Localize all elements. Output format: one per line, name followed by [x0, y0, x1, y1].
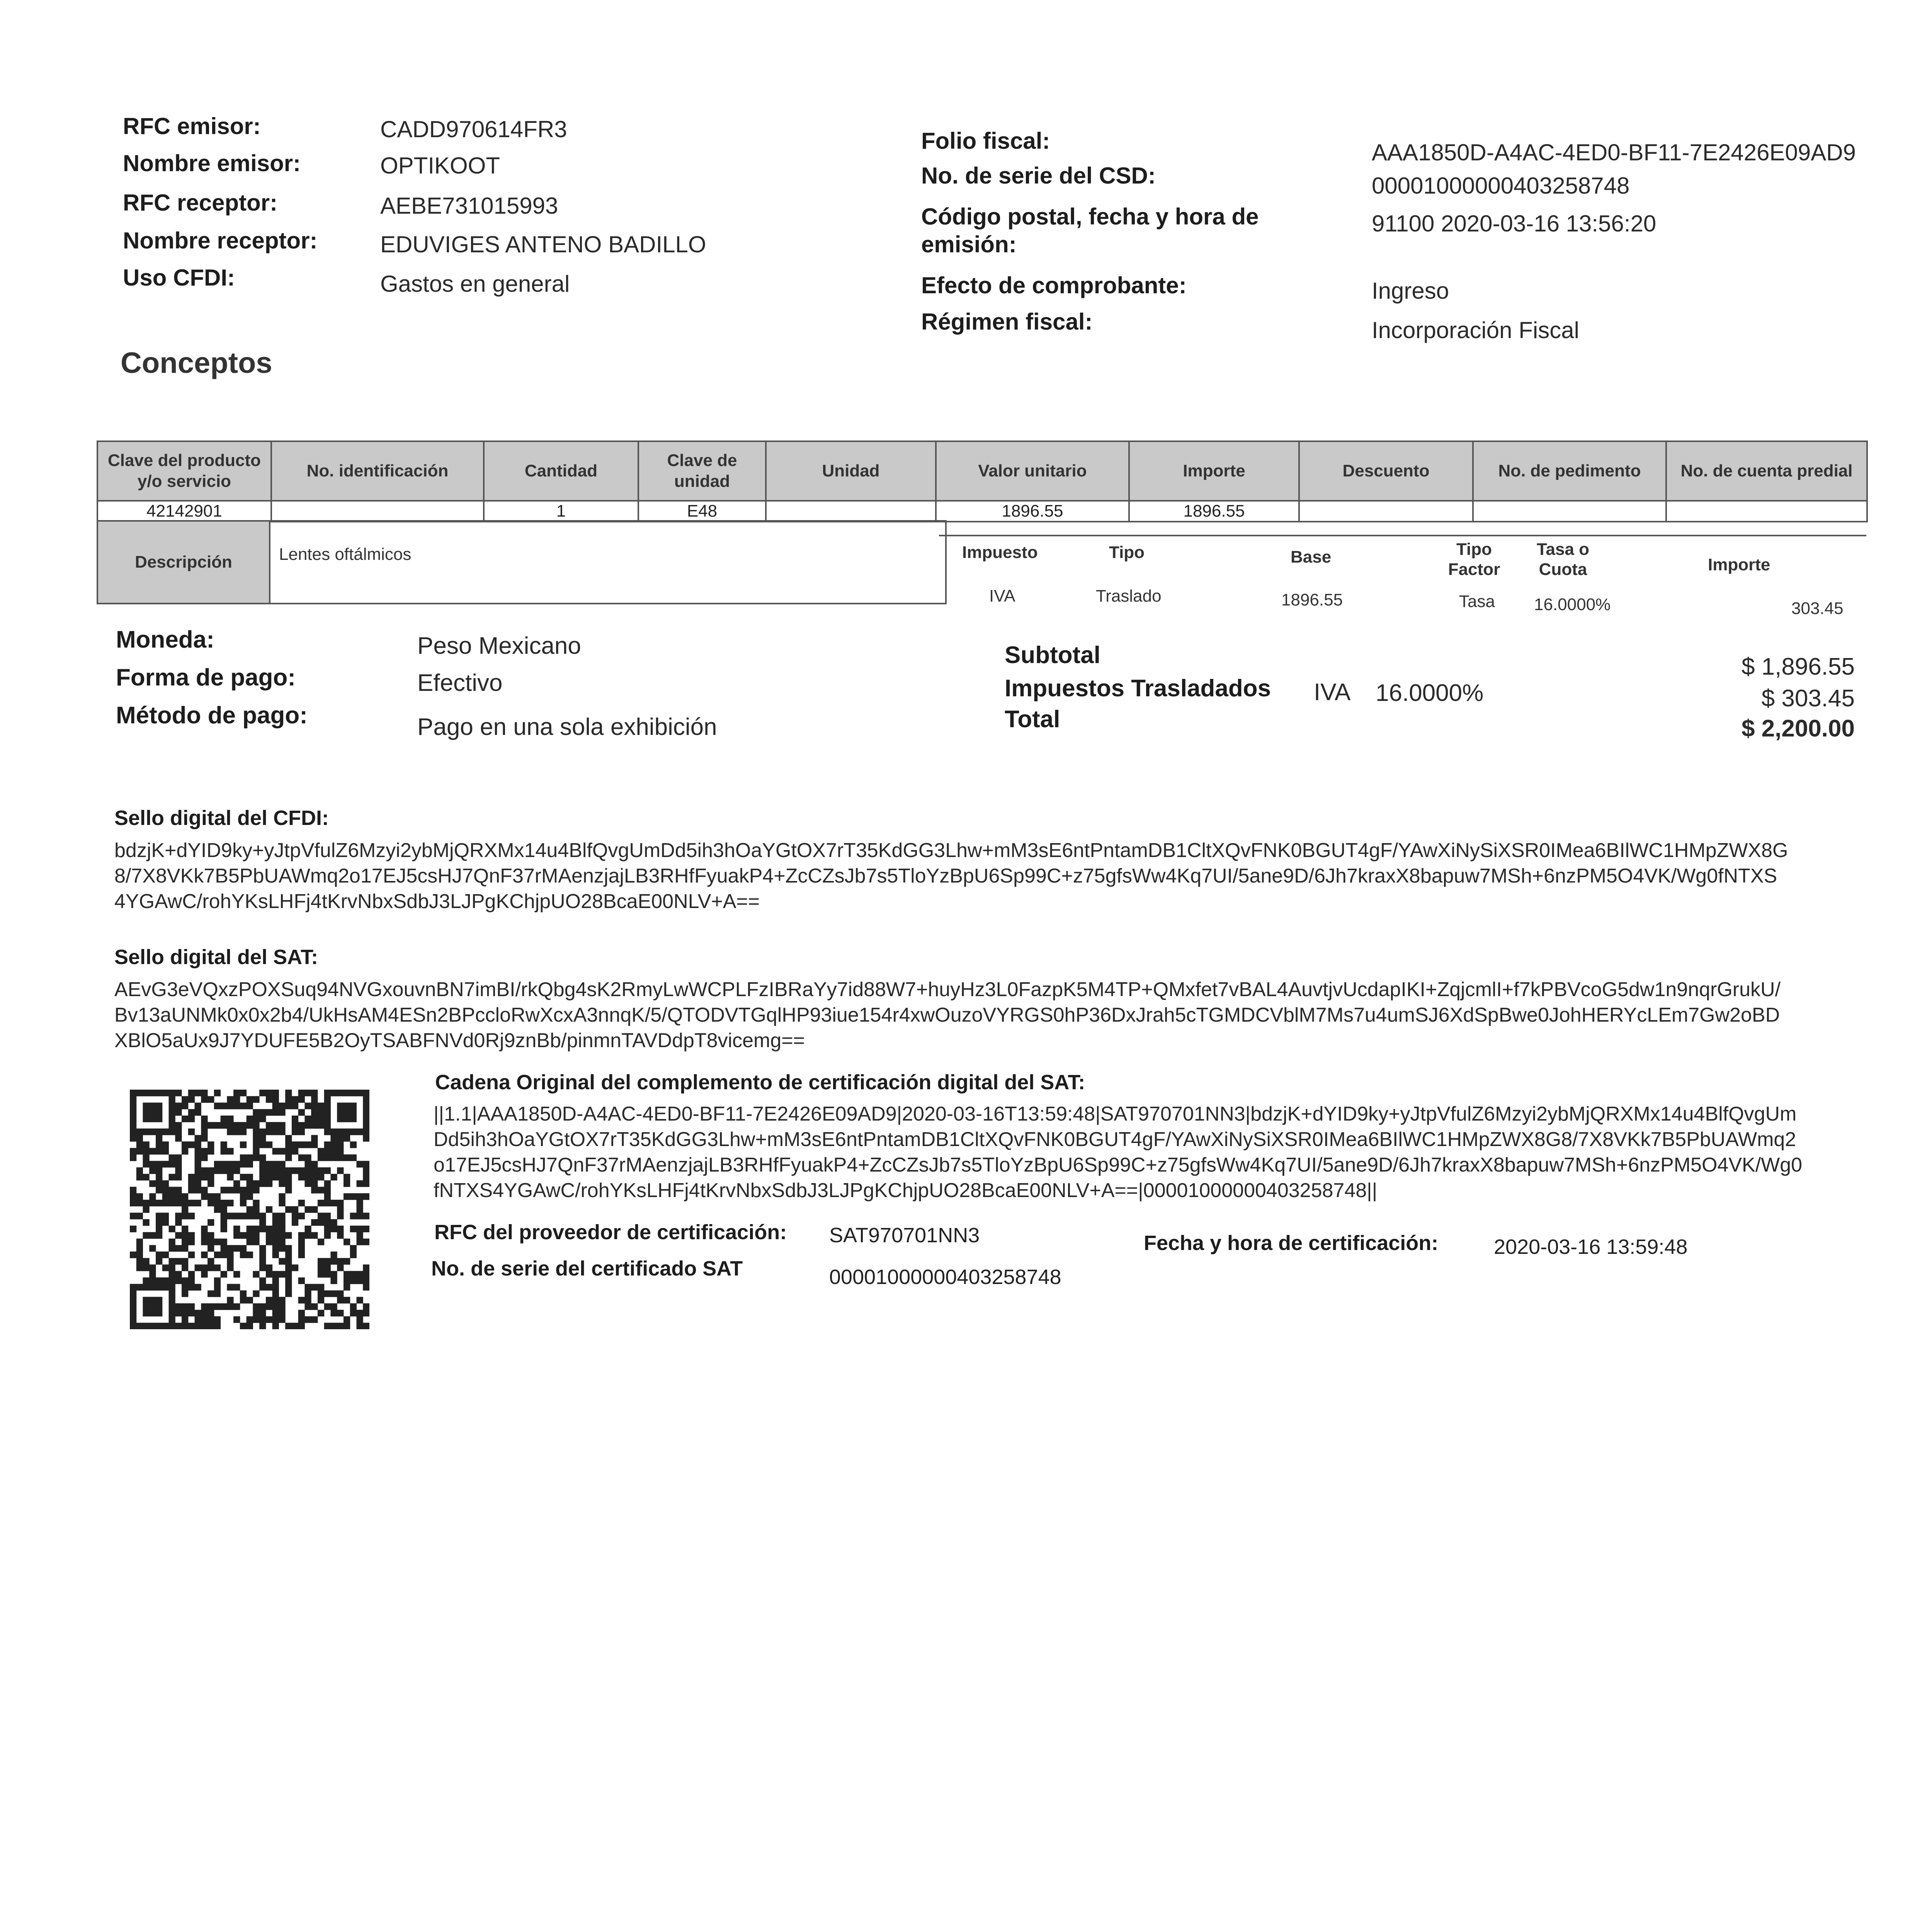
header-cantidad: Cantidad [484, 441, 638, 501]
impuestos-tasa: 16.0000% [1376, 680, 1484, 706]
moneda-value: Peso Mexicano [417, 633, 581, 659]
header-descuento: Descuento [1299, 441, 1473, 501]
tax-header-importe: Importe [1708, 555, 1770, 574]
cadena-line: Dd5ih3hOaYGtOX7rT35KdGG3Lhw+mM3sE6ntPntamDB1CltXQvFNK0BGUT4gF/YAwXiNySiXSR0IMea6BIlWC1HMpZWX8G8/7X8VKk7B5PbUAWmq2 [434, 1128, 1796, 1151]
sello-sat-line: Bv13aUNMk0x0x2b4/UkHsAM4ESn2BPccloRwXcxA3nnqK/5/QTODVTGqlHP93iue154r4xwOuzoVYRGS0hP36DxJrah5cTGMDCVblM7Ms7u4umSJ6XdSpBwe0JohHERYcLEm7Gw2oBD [114, 1004, 1780, 1026]
uso-cfdi-value: Gastos en general [380, 271, 570, 297]
sello-cfdi-line: bdzjK+dYID9ky+yJtpVfulZ6Mzyi2ybMjQRXMx14u4BlfQvgUmDd5ih3hOaYGtOX7rT35KdGG3Lhw+mM3sE6ntPntamDB1CltXQvFNK0BGUT4gF/YAwXiNySiXSR0IMea6BIlWC1HMpZWX8G [114, 839, 1788, 862]
regimen-label: Régimen fiscal: [921, 309, 1093, 335]
table-bottom-rule [939, 535, 1866, 536]
cell-clave-unidad: E48 [638, 501, 766, 522]
descripcion-row [97, 520, 947, 604]
metodo-pago-label: Método de pago: [116, 702, 308, 729]
cell-cuenta-predial [1666, 501, 1867, 522]
conceptos-table [97, 440, 1868, 522]
tax-importe: 303.45 [1791, 599, 1844, 618]
efecto-value: Ingreso [1372, 278, 1449, 304]
sello-cfdi-label: Sello digital del CFDI: [114, 806, 329, 830]
header-unidad: Unidad [766, 441, 936, 501]
sello-sat-text [114, 977, 1876, 1053]
impuestos-value: $ 303.45 [1761, 685, 1855, 712]
codigo-postal-label-line1: Código postal, fecha y hora de [921, 204, 1259, 230]
impuestos-trasladados-label: Impuestos Trasladados [1005, 675, 1271, 702]
cell-importe: 1896.55 [1129, 501, 1299, 522]
tax-base: 1896.55 [1281, 590, 1343, 609]
sello-sat-line: AEvG3eVQxzPOXSuq94NVGxouvnBN7imBI/rkQbg4sK2RmyLwWCPLFzIBRaYy7id88W7+huyHz3L0FazpK5M4TP+QMxfet7vBAL4AuvtjvUcdapIKI+ZqjcmlI+f7kPBVcoG5dw1n9nqrGrukU/ [114, 978, 1781, 1001]
table-header-row [97, 441, 1867, 501]
rfc-emisor-label: RFC emisor: [123, 113, 261, 139]
cadena-original-label: Cadena Original del complemento de certificación digital del SAT: [435, 1071, 1085, 1094]
header-valor-unitario: Valor unitario [936, 441, 1129, 501]
subtotal-value: $ 1,896.55 [1741, 653, 1855, 680]
rfc-receptor-value: AEBE731015993 [380, 193, 558, 219]
forma-pago-value: Efectivo [417, 670, 503, 696]
sello-sat-label: Sello digital del SAT: [114, 946, 318, 969]
cell-no-pedimento [1473, 501, 1666, 522]
serie-csd-label: No. de serie del CSD: [921, 163, 1156, 189]
cell-valor-unitario: 1896.55 [936, 501, 1129, 522]
tax-tipo: Traslado [1096, 587, 1162, 605]
cell-descuento [1299, 501, 1473, 522]
tax-impuesto: IVA [989, 587, 1015, 605]
cell-no-identificacion [271, 501, 484, 522]
header-importe: Importe [1129, 441, 1299, 501]
descripcion-header: Descripción [98, 522, 270, 603]
header-clave-unidad: Clave de unidad [638, 441, 766, 501]
fecha-certificacion-value: 2020-03-16 13:59:48 [1494, 1235, 1688, 1259]
cadena-original-text [434, 1101, 1871, 1203]
fecha-certificacion-label: Fecha y hora de certificación: [1144, 1231, 1439, 1255]
total-value: $ 2,200.00 [1741, 715, 1855, 742]
tax-header-tipo-factor: Tipo Factor [1448, 540, 1500, 579]
nombre-receptor-label: Nombre receptor: [123, 228, 318, 253]
rfc-receptor-label: RFC receptor: [123, 190, 278, 216]
uso-cfdi-label: Uso CFDI: [123, 265, 235, 291]
sello-cfdi-line: 4YGAwC/rohYKsLHFj4tKrvNbxSdbJ3LJPgKChjpUO28BcaE00NLV+A== [114, 890, 760, 913]
header-no-pedimento: No. de pedimento [1473, 441, 1666, 501]
codigo-postal-label-line2: emisión: [921, 231, 1017, 257]
folio-fiscal-label: Folio fiscal: [921, 128, 1050, 154]
sello-cfdi-line: 8/7X8VKk7B5PbUAWmq2o17EJ5csHJ7QnF37rMAenzjajLB3RHfFyuakP4+ZcCZsJb7s5TloYzBpU6Sp99C+z75gfsWw4Kq7UI/5ane9D/6Jh7kraxX8bapuw7MSh+6nzPM5O4VK/Wg0fNTXS [114, 865, 1777, 887]
regimen-value: Incorporación Fiscal [1372, 317, 1579, 343]
serie-certificado-sat-label: No. de serie del certificado SAT [431, 1257, 743, 1280]
cadena-line: ||1.1|AAA1850D-A4AC-4ED0-BF11-7E2426E09AD9|2020-03-16T13:59:48|SAT970701NN3|bdzjK+dYID9ky+yJtpVfulZ6Mzyi2ybMjQRXMx14u4BlfQvgUm [434, 1103, 1797, 1125]
rfc-emisor-value: CADD970614FR3 [380, 116, 567, 142]
nombre-emisor-label: Nombre emisor: [123, 150, 301, 176]
header-cuenta-predial: No. de cuenta predial [1666, 441, 1867, 501]
codigo-postal-value: 91100 2020-03-16 13:56:20 [1372, 211, 1656, 236]
cadena-line: fNTXS4YGAwC/rohYKsLHFj4tKrvNbxSdbJ3LJPgKChjpUO28BcaE00NLV+A==|00001000000403258748|| [434, 1179, 1378, 1202]
folio-fiscal-value: AAA1850D-A4AC-4ED0-BF11-7E2426E09AD9 [1372, 139, 1856, 165]
tax-header-tipo: Tipo [1109, 543, 1145, 562]
descripcion-value: Lentes oftálmicos [279, 545, 412, 564]
qr-code-icon [130, 1090, 369, 1329]
serie-certificado-sat-value: 00001000000403258748 [829, 1265, 1061, 1289]
impuestos-tipo: IVA [1314, 679, 1351, 706]
tax-tipo-factor: Tasa [1459, 592, 1495, 611]
moneda-label: Moneda: [116, 626, 214, 653]
subtotal-label: Subtotal [1005, 642, 1100, 668]
sello-sat-line: XBlO5aUx9J7YDUFE5B2OyTSABFNVd0Rj9znBb/pinmnTAVDdpT8vicemg== [114, 1029, 805, 1052]
cadena-line: o17EJ5csHJ7QnF37rMAenzjajLB3RHfFyuakP4+ZcCZsJb7s5TloYzBpU6Sp99C+z75gfsWw4Kq7UI/5ane9D/6Jh7kraxX8bapuw7MSh+6nzPM5O4VK/Wg0 [434, 1154, 1803, 1176]
nombre-receptor-value: EDUVIGES ANTENO BADILLO [380, 231, 706, 257]
rfc-proveedor-label: RFC del proveedor de certificación: [434, 1221, 787, 1244]
tax-header-impuesto: Impuesto [962, 543, 1038, 562]
serie-csd-value: 00001000000403258748 [1372, 173, 1630, 199]
tax-tasa-cuota: 16.0000% [1534, 595, 1611, 614]
rfc-proveedor-value: SAT970701NN3 [829, 1224, 980, 1247]
header-clave-producto: Clave del producto y/o servicio [97, 441, 271, 501]
tax-header-tasa-cuota: Tasa o Cuota [1536, 540, 1590, 579]
sello-cfdi-text [114, 838, 1876, 914]
metodo-pago-value: Pago en una sola exhibición [417, 714, 717, 740]
table-row [97, 501, 1867, 522]
qr-code-graphic [130, 1090, 369, 1329]
efecto-label: Efecto de comprobante: [921, 272, 1187, 298]
cell-clave-producto: 42142901 [97, 501, 271, 522]
forma-pago-label: Forma de pago: [116, 664, 296, 691]
cell-cantidad: 1 [484, 501, 638, 522]
nombre-emisor-value: OPTIKOOT [380, 153, 500, 179]
total-label: Total [1005, 706, 1060, 733]
cell-unidad [766, 501, 936, 522]
header-no-identificacion: No. identificación [271, 441, 484, 501]
conceptos-title: Conceptos [121, 347, 272, 379]
tax-header-base: Base [1291, 548, 1332, 566]
